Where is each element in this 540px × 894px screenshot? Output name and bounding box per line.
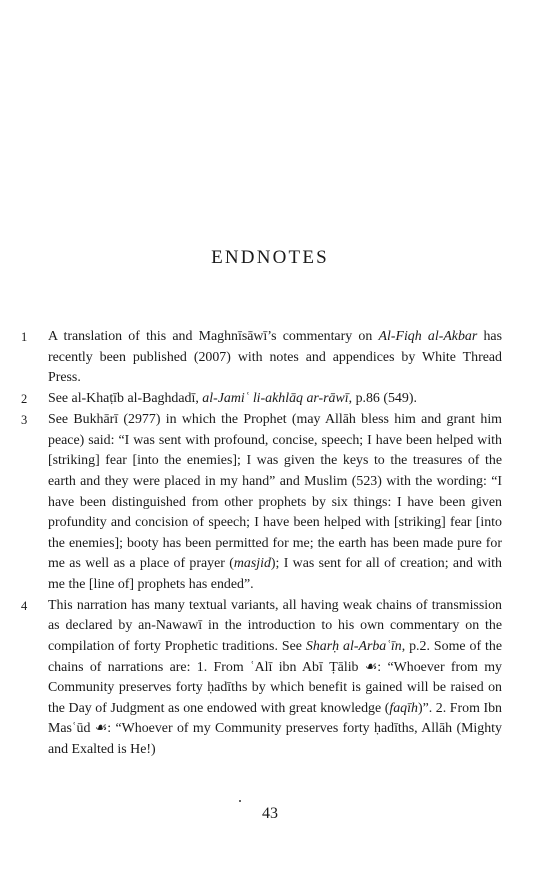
endnote-1 (0, 327, 540, 389)
endnote-text (48, 598, 502, 757)
endnote-text-segment: ); I was sent for all of creation; and with me the [line of] prophets has ended”. (48, 556, 502, 592)
endnote-number: 1 (21, 330, 28, 344)
endnote-2 (0, 389, 540, 410)
endnote-4 (0, 596, 540, 761)
endnote-text-segment: )”. 2. From Ibn Masʿūd ☙: “Whoever of my Community preserves forty ḥadīths, Allāh (Mighty and Exalted is He!) (48, 700, 502, 758)
endnote-number: 3 (21, 413, 28, 428)
endnote-text-segment: , p.86 (549). (348, 391, 417, 407)
endnote-text-segment: See Bukhārī (2977) in which the Prophet (may Allāh bless him and grant him peace) said: “I was sent with profound, concise, speech; I have been helped with [striking] fear [into the enemies]; I was given the keys to the treasures of the earth and they were placed in my hand” and Muslim (523) with the wording: “I have been distinguished from other prophets by six things: I have been given profundity and concision of speech; I have been helped with [striking] fear [into the enemies]; booty has been permitted for me; the earth has been made pure for me as well as a place of prayer ( (48, 412, 502, 572)
print-speck (239, 800, 241, 802)
endnotes-list (0, 327, 540, 761)
endnote-title-italic: al-Jamiʿ li-akhlāq ar-rāwī (202, 391, 349, 407)
endnote-number: 2 (21, 392, 28, 407)
endnote-text (48, 412, 502, 592)
endnote-text (48, 391, 417, 406)
page-title: ENDNOTES (211, 247, 329, 268)
page-number: 43 (262, 805, 278, 822)
endnote-text-segment: has recently been published (2007) with notes and appendices by White Thread Press. (48, 329, 503, 386)
endnote-text (48, 329, 502, 385)
endnote-3 (0, 410, 540, 595)
endnote-text-segment: See al-Khaṭīb al-Baghdadī, (48, 391, 203, 407)
endnote-term-italic: faqīh (389, 700, 418, 716)
endnote-number: 4 (21, 598, 28, 613)
endnote-term-italic: masjid (233, 556, 271, 572)
endnote-title-italic: Sharḥ al-Arbaʿīn (305, 639, 402, 655)
endnote-title-italic: Al-Fiqh al-Akbar (378, 329, 478, 344)
endnote-text-segment: A translation of this and Maghnīsāwī’s commentary on (48, 329, 379, 344)
endnote-text-segment: , p.2. Some of the chains of narrations are: 1. From ʿAlī ibn Abī Ṭālib ☙: “Whoever from my Community preserves forty ḥadīths by which benefit is gained will be raised on the Day of Judgment as one endowed with great knowledge ( (48, 639, 502, 716)
endnote-text-segment: This narration has many textual variants, all having weak chains of transmission as declared by an-Nawawī in the introduction to his own commentary on the compilation of forty Prophetic traditions. See (48, 597, 502, 655)
